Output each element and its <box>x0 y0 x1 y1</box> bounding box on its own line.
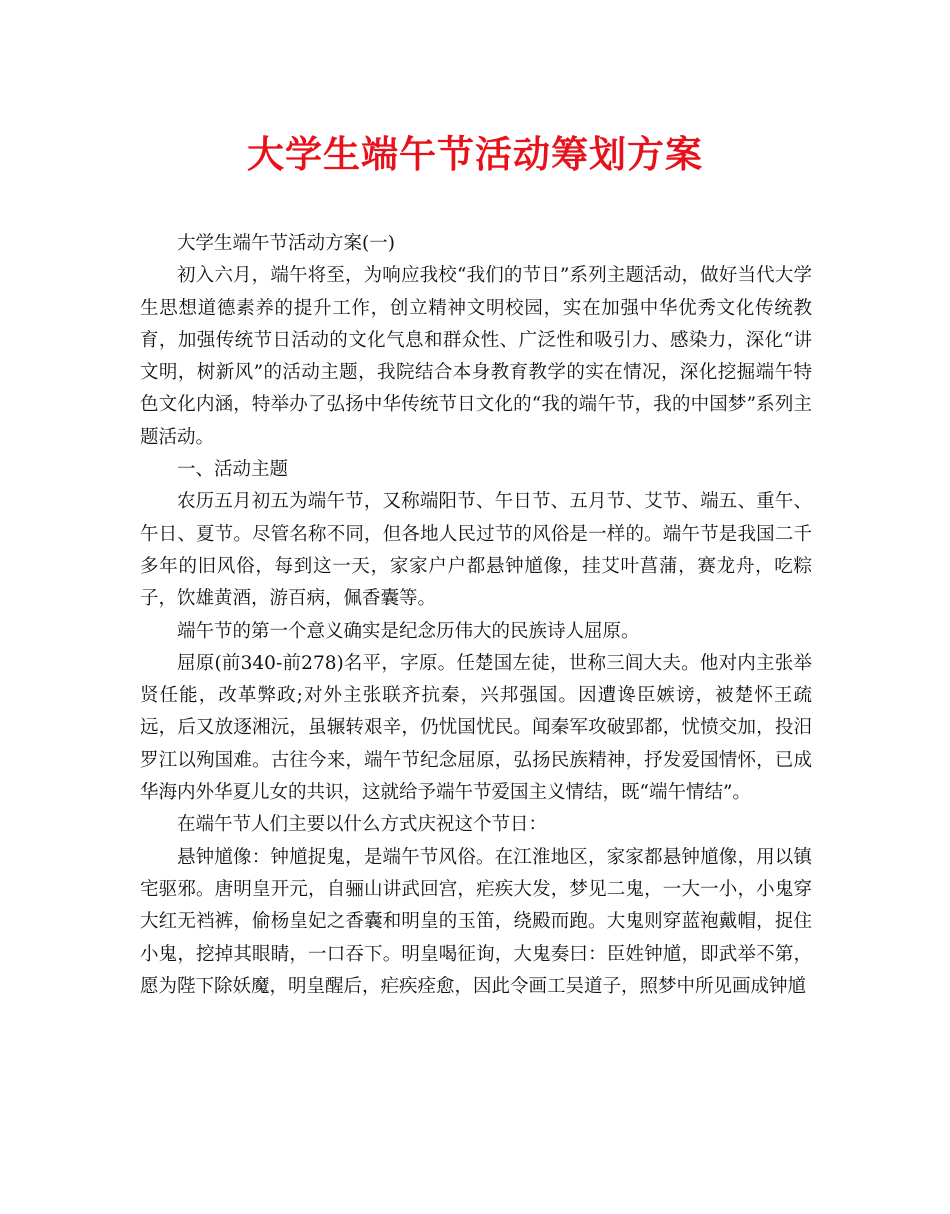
document-body <box>140 228 812 1003</box>
paragraph: 农历五月初五为端午节，又称端阳节、午日节、五月节、艾节、端五、重午、午日、夏节。尽管名称不同，但各地人民过节的风俗是一样的。端午节是我国二千多年的旧风俗，每到这一天，家家户户都悬钟馗像，挂艾叶菖蒲，赛龙舟，吃粽子，饮雄黄酒，游百病，佩香囊等。 <box>140 491 812 610</box>
document-title: 大学生端午节活动筹划方案 <box>247 132 703 176</box>
paragraph: 初入六月，端午将至，为响应我校“我们的节日”系列主题活动，做好当代大学生思想道德素养的提升工作，创立精神文明校园，实在加强中华优秀文化传统教育，加强传统节日活动的文化气息和群众性、广泛性和吸引力、感染力，深化“讲文明，树新风”的活动主题，我院结合本身教育教学的实在情况，深化挖掘端午特色文化内涵，特举办了弘扬中华传统节日文化的“我的端午节，我的中国梦”系列主题活动。 <box>140 265 812 448</box>
section-heading: 一、活动主题 <box>177 459 289 481</box>
paragraph: 端午节的第一个意义确实是纪念历伟大的民族诗人屈原。 <box>177 620 640 642</box>
paragraph: 悬钟馗像：钟馗捉鬼，是端午节风俗。在江淮地区，家家都悬钟馗像，用以镇宅驱邪。唐明皇开元，自骊山讲武回宫，疟疾大发，梦见二鬼，一大一小，小鬼穿大红无裆裤，偷杨皇妃之香囊和明皇的玉笛，绕殿而跑。大鬼则穿蓝袍戴帽，捉住小鬼，挖掉其眼睛，一口吞下。明皇喝征询，大鬼奏曰：臣姓钟馗，即武举不第，愿为陛下除妖魔，明皇醒后，疟疾痊愈，因此令画工吴道子，照梦中所见画成钟馗 <box>140 846 812 997</box>
paragraph: 在端午节人们主要以什么方式庆祝这个节日： <box>177 814 548 836</box>
paragraph: 屈原(前340-前278)名平，字原。任楚国左徒，世称三闾大夫。他对内主张举贤任能，改革弊政;对外主张联齐抗秦，兴邦强国。因遭谗臣嫉谤，被楚怀王疏远，后又放逐湘沅，虽辗转艰辛，仍忧国忧民。闻秦军攻破郢都，忧愤交加，投汨罗江以殉国难。古往今来，端午节纪念屈原，弘扬民族精神，抒发爱国情怀，已成华海内外华夏儿女的共识，这就给予端午节爱国主义情结，既“端午情结”。 <box>140 652 812 804</box>
paragraph: 大学生端午节活动方案(一) <box>177 233 395 254</box>
